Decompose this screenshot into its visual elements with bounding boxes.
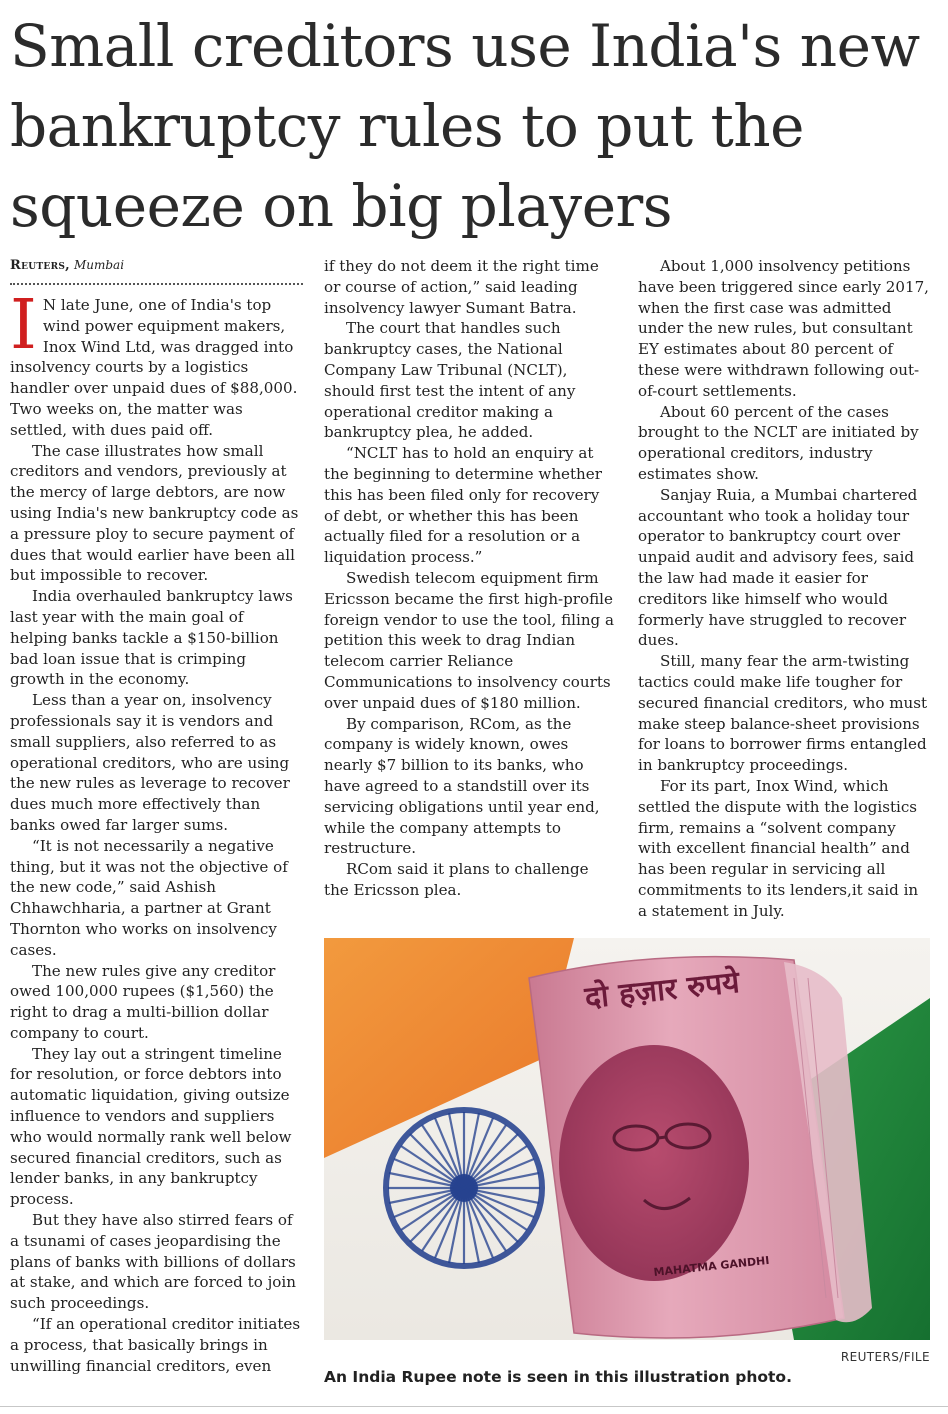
paragraph: The case illustrates how small creditors and vendors, previously at the mercy of large debtors, are now using India's new bankruptcy code as a pressure ploy to secure payment of dues that would earlier have been all but impossible to recover. bbox=[10, 441, 299, 585]
paragraph: “It is not necessarily a negative thing, but it was not the objective of the new code,” said Ashish Chhawchharia, a partner at Grant Thornton who works on insolvency cases. bbox=[10, 836, 288, 959]
article-column-2 bbox=[324, 256, 618, 901]
banknote-roll bbox=[529, 957, 872, 1338]
article-column-3 bbox=[638, 256, 930, 922]
paragraph: Swedish telecom equipment firm Ericsson became the first high-profile foreign vendor to use the tool, filing a petition this week to drag Indian telecom carrier Reliance Communications to insolvency courts over unpaid dues of $180 million. bbox=[324, 568, 615, 712]
lead-paragraph bbox=[10, 286, 303, 441]
article-column-1 bbox=[10, 256, 303, 1376]
paragraph: “NCLT has to hold an enquiry at the beginning to determine whether this has been filed only for recovery of debt, or whether this has been actually filed for a resolution or a liquidation process.” bbox=[324, 444, 602, 567]
paragraph: The new rules give any creditor owed 100,000 rupees ($1,560) the right to drag a multi-billion dollar company to court. bbox=[10, 961, 276, 1042]
paragraph: About 1,000 insolvency petitions have been triggered since early 2017, when the first case was admitted under the new rules, but consultant EY estimates about 80 percent of these were withdrawn following out-of-court settlements. bbox=[638, 257, 929, 400]
lead-text: N late June, one of India's top wind power equipment makers, Inox Wind Ltd, was dragged into insolvency courts by a logistics handler over unpaid dues of $88,000. Two weeks on, the matter was settled, with dues paid off. bbox=[10, 296, 298, 439]
photo-credit: REUTERS/FILE bbox=[840, 1350, 930, 1364]
photo-illustration bbox=[324, 938, 930, 1340]
paragraph: They lay out a stringent timeline for resolution, or force debtors into automatic liquidation, giving outsize influence to vendors and suppliers who would normally rank well below secured financial creditors, such as lender banks, in any bankruptcy process. bbox=[10, 1044, 292, 1209]
drop-cap: I bbox=[10, 286, 37, 365]
rupee-note-photo bbox=[324, 938, 930, 1340]
byline bbox=[10, 256, 303, 285]
page-divider bbox=[0, 1406, 948, 1407]
paragraph: Sanjay Ruia, a Mumbai chartered accountant who took a holiday tour operator to bankruptcy court over unpaid audit and advisory fees, said the law had made it easier for creditors like himself who would formerly have struggled to recover dues. bbox=[638, 485, 918, 650]
paragraph: About 60 percent of the cases brought to the NCLT are initiated by operational creditors, industry estimates show. bbox=[638, 402, 919, 483]
note-hindi-text: दो हज़ार रुपये bbox=[583, 964, 742, 1016]
paragraph: India overhauled bankruptcy laws last year with the main goal of helping banks tackle a $150-billion bad loan issue that is crimping growth in the economy. bbox=[10, 587, 293, 689]
paragraph: By comparison, RCom, as the company is widely known, owes nearly $7 billion to its banks, who have agreed to a standstill over its servicing obligations until year end, while the company attempts to restructure. bbox=[324, 714, 600, 858]
paragraph: Less than a year on, insolvency professionals say it is vendors and small suppliers, also referred to as operational creditors, who are using the new rules as leverage to recover dues much more effectively than banks owed far larger sums. bbox=[10, 691, 290, 834]
paragraph: The court that handles such bankruptcy cases, the National Company Law Tribunal (NCLT), should first test the intent of any operational creditor making a bankruptcy plea, he added. bbox=[324, 319, 576, 442]
paragraph: “If an operational creditor initiates a process, that basically brings in unwilling financial creditors, even bbox=[10, 1315, 301, 1375]
paragraph: Still, many fear the arm-twisting tactics could make life tougher for secured financial creditors, who must make steep balance-sheet provisions for loans to borrower firms entangled in bankruptcy proceedings. bbox=[638, 652, 928, 775]
paragraph: For its part, Inox Wind, which settled the dispute with the logistics firm, remains a “solvent company with excellent financial health” and has been regular in servicing all commitments to its lenders,it said in a statement in July. bbox=[638, 776, 919, 920]
note-portrait-label: MAHATMA GANDHI bbox=[652, 1253, 770, 1279]
byline-place: Mumbai bbox=[73, 258, 125, 272]
headline: Small creditors use India's new bankruptcy rules to put the squeeze on big players bbox=[10, 12, 920, 240]
paragraph: But they have also stirred fears of a tsunami of cases jeopardising the plans of banks with billions of dollars at stake, and which are forced to join such proceedings. bbox=[10, 1211, 296, 1313]
paragraph: RCom said it plans to challenge the Ericsson plea. bbox=[324, 860, 589, 899]
byline-agency: Reuters, bbox=[10, 258, 70, 273]
paragraph-continuation: if they do not deem it the right time or course of action,” said leading insolvency lawyer Sumant Batra. bbox=[324, 257, 599, 317]
ashoka-chakra bbox=[386, 1110, 542, 1266]
photo-caption: An India Rupee note is seen in this illustration photo. bbox=[324, 1368, 792, 1386]
